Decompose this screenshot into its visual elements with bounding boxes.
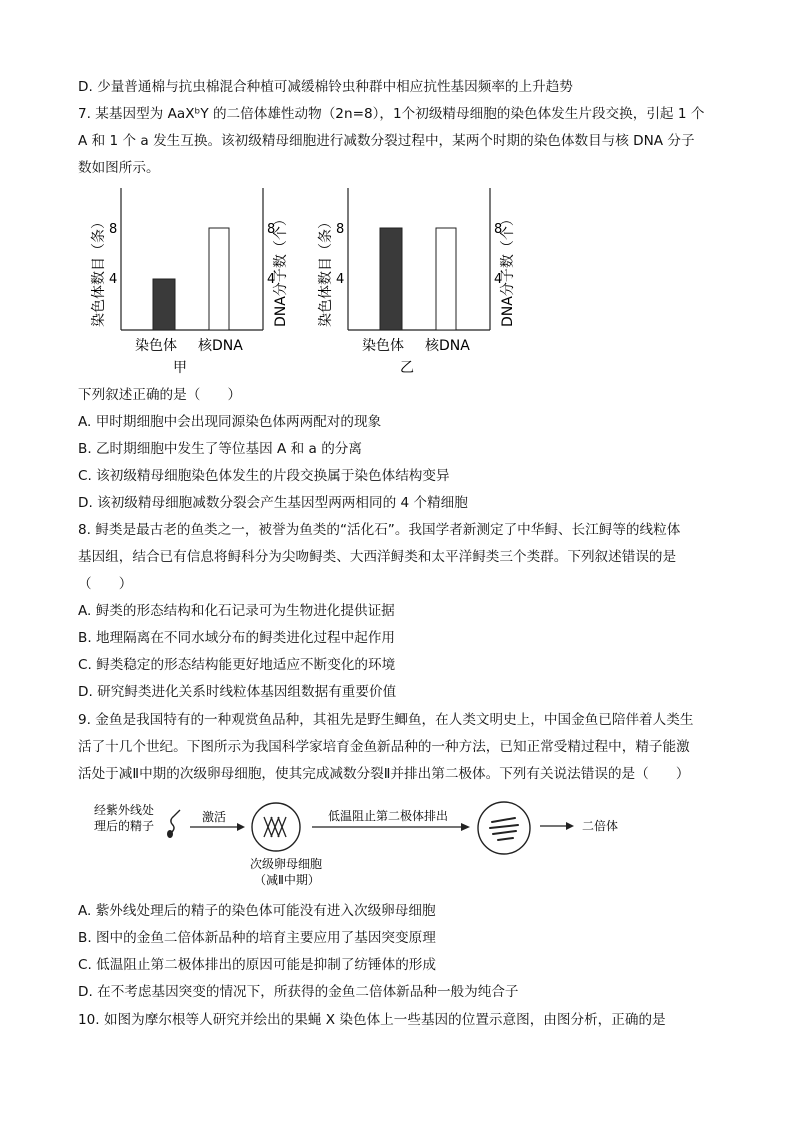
q10-stem: 10. 如图为摩尔根等人研究并绘出的果蝇 X 染色体上一些基因的位置示意图，由图分析，正确的是	[78, 1012, 666, 1028]
chart-yi-ytick-4: 4	[336, 272, 345, 287]
q6-option-d: D. 少量普通棉与抗虫棉混合种植可减缓棉铃虫种群中相应抗性基因频率的上升趋势	[78, 79, 573, 95]
q7-option-b: B. 乙时期细胞中发生了等位基因 A 和 a 的分离	[78, 441, 362, 457]
q7-option-d: D. 该初级精母细胞减数分裂会产生基因型两两相同的 4 个精细胞	[78, 495, 468, 511]
chart-jia-cat-dna: 核DNA	[198, 338, 243, 354]
sperm-head	[167, 830, 173, 838]
chart-jia-ytick-8: 8	[109, 222, 118, 237]
q9-stem-line3: 活处于减Ⅱ中期的次级卵母细胞，使其完成减数分裂Ⅱ并排出第二极体。下列有关说法错误的是（ ）	[78, 766, 690, 782]
chart-yi-bar-chromosome	[380, 228, 402, 330]
sperm-label-line2: 理后的精子	[94, 819, 155, 833]
q9-stem-line1: 9. 金鱼是我国特有的一种观赏鱼品种，其祖先是野生鲫鱼，在人类文明史上，中国金鱼已陪伴着人类生	[78, 712, 694, 728]
arrow-activation-head	[237, 823, 245, 831]
q7-charts	[85, 182, 516, 382]
chart-yi-y2tick-8: 8	[494, 222, 503, 237]
chart-yi	[317, 188, 516, 376]
oocyte-cell	[252, 803, 300, 851]
chart-jia-y2tick-4: 4	[267, 272, 276, 287]
q8-stem-line2: 基因组，结合已有信息将鲟科分为尖吻鲟类、大西洋鲟类和太平洋鲟类三个类群。下列叙述错误的是	[78, 549, 677, 565]
oocyte-label-line2: （减Ⅱ中期）	[254, 873, 320, 887]
diploid-cell	[478, 802, 530, 854]
chart-jia-bar-dna	[209, 228, 229, 330]
q7-stem-line2: A 和 1 个 a 发生互换。该初级精母细胞进行减数分裂过程中，某两个时期的染色体数目与核 DNA 分子	[78, 133, 695, 149]
q7-stem-line3: 数如图所示。	[78, 160, 160, 176]
q7-option-c: C. 该初级精母细胞染色体发生的片段交换属于染色体结构变异	[78, 468, 450, 484]
q7-option-a: A. 甲时期细胞中会出现同源染色体两两配对的现象	[78, 414, 382, 430]
chart-yi-ytick-8: 8	[336, 222, 345, 237]
sperm-icon	[171, 810, 180, 832]
q9-option-b: B. 图中的金鱼二倍体新品种的培育主要应用了基因突变原理	[78, 930, 436, 946]
chart-jia-cat-chromosome: 染色体	[135, 338, 177, 354]
cold-block-label: 低温阻止第二极体排出	[328, 809, 449, 823]
chromosomes-icon	[264, 817, 286, 837]
q7-stem-line1: 7. 某基因型为 AaXᵇY 的二倍体雄性动物（2n=8），1个初级精母细胞的染色体发生片段交换，引起 1 个	[78, 106, 705, 122]
chart-yi-cat-chromosome: 染色体	[362, 338, 404, 354]
chart-yi-bar-dna	[436, 228, 456, 330]
q9-option-c: C. 低温阻止第二极体排出的原因可能是抑制了纺锤体的形成	[78, 957, 436, 973]
chart-jia-ylabel: 染色体数目（条）	[91, 215, 107, 327]
chart-jia-y2label: DNA分子数（个）	[273, 212, 289, 327]
oocyte-label-line1: 次级卵母细胞	[250, 857, 323, 871]
q7-ask: 下列叙述正确的是（ ）	[78, 387, 242, 403]
q9-option-a: A. 紫外线处理后的精子的染色体可能没有进入次级卵母细胞	[78, 903, 436, 919]
q9-option-d: D. 在不考虑基因突变的情况下，所获得的金鱼二倍体新品种一般为纯合子	[78, 984, 519, 1000]
arrow-result-head	[566, 822, 574, 830]
chart-jia	[90, 188, 289, 376]
arrow-cold-head	[461, 823, 470, 831]
q8-stem-line3: （ ）	[78, 576, 133, 592]
q9-diagram	[90, 798, 650, 898]
chart-yi-title: 乙	[400, 360, 414, 376]
chart-yi-y2tick-4: 4	[494, 272, 503, 287]
diploid-chromosomes-icon	[490, 818, 518, 840]
chart-jia-title: 甲	[173, 360, 187, 376]
activation-label: 激活	[202, 810, 227, 824]
sperm-label-line1: 经紫外线处	[94, 803, 155, 817]
chart-yi-y2label: DNA分子数（个）	[500, 212, 516, 327]
chart-jia-bar-chromosome	[153, 279, 175, 330]
q8-option-c: C. 鲟类稳定的形态结构能更好地适应不断变化的环境	[78, 657, 396, 673]
q8-stem-line1: 8. 鲟类是最古老的鱼类之一，被誉为鱼类的“活化石”。我国学者新测定了中华鲟、长江鲟等的线粒体	[78, 522, 681, 538]
diploid-label: 二倍体	[582, 819, 619, 833]
chart-jia-ytick-4: 4	[109, 272, 118, 287]
chart-yi-ylabel: 染色体数目（条）	[318, 215, 334, 327]
q8-option-a: A. 鲟类的形态结构和化石记录可为生物进化提供证据	[78, 603, 395, 619]
q8-option-b: B. 地理隔离在不同水域分布的鲟类进化过程中起作用	[78, 630, 396, 646]
chart-yi-cat-dna: 核DNA	[425, 338, 470, 354]
q9-stem-line2: 活了十几个世纪。下图所示为我国科学家培育金鱼新品种的一种方法，已知正常受精过程中，精子能激	[78, 739, 690, 755]
q8-option-d: D. 研究鲟类进化关系时线粒体基因组数据有重要价值	[78, 684, 397, 700]
chart-jia-y2tick-8: 8	[267, 222, 276, 237]
